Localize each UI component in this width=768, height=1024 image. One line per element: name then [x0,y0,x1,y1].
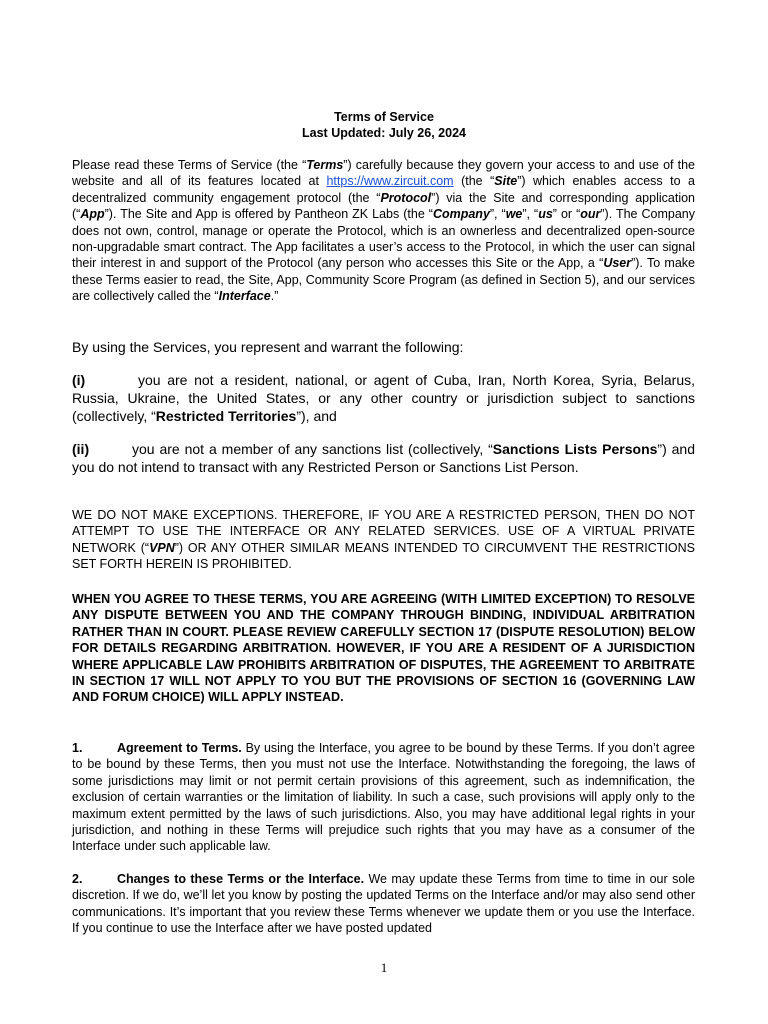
defined-term-terms: Terms [306,158,344,172]
page-number: 1 [380,960,388,975]
intro-paragraph [72,157,695,305]
intro-text: (the “ [453,174,495,189]
section-1-paragraph [72,740,695,855]
exceptions-text: ”) OR ANY OTHER SIMILAR MEANS INTENDED TO CIRCUMVENT THE RESTRICTIONS SET FORTH HEREIN IS PROHIBITED. [72,540,696,572]
section-1-heading: Agreement to Terms. [117,741,242,755]
defined-term-company: Company [432,207,490,222]
intro-text: ”) which enables access to a decentralized community engagement protocol (the “ [72,174,696,205]
defined-term-app: App [80,207,105,222]
item-i-number: (i) [72,372,86,388]
item-i-paragraph [72,371,695,425]
intro-text: ”). To make these Terms easier to read, the Site, App, Community Score Program (as defined in Section 5), and our services are collectively called the “ [72,256,695,304]
section-2-heading: Changes to these Terms or the Interface. [117,872,365,886]
last-updated: Last Updated: July 26, 2024 [302,126,466,140]
item-ii-paragraph [72,440,695,476]
defined-term-our: our [580,207,601,222]
exceptions-text: WE DO NOT MAKE EXCEPTIONS. THEREFORE, IF YOU ARE A RESTRICTED PERSON, THEN DO NOT ATTEMPT TO USE THE INTERFACE OR ANY RELATED SERVICES. USE OF A VIRTUAL PRIVATE NETWORK (“ [72,508,695,555]
intro-text: ”). The Company does not own, control, manage or operate the Protocol, which is an ownerless and decentralized open-source non-upgradable smart contract. The App facilitates a user’s access to the Protocol, in which the user can signal their interest in and support of the Protocol (any person who accesses this Site or the App, a “ [72,207,696,271]
defined-term-site: Site [494,174,518,189]
title-block [0,109,768,141]
site-url-link[interactable]: https://www.zircuit.com [326,174,454,189]
section-1-body: By using the Interface, you agree to be bound by these Terms. If you don’t agree to be bound by these Terms, then you must not use the Interface. Notwithstanding the foregoing, the laws of some jurisdictions may limit or not permit certain provisions of this agreement, such as indemnification, the exclusion of certain warranties or the limitation of liability. In such a case, such provisions will apply only to the maximum extent permitted by the laws of such jurisdictions. Also, you may have additional legal rights in your jurisdiction, and nothing in these Terms will prejudice such rights that you may have as a consumer of the Interface under such applicable law. [72,741,695,854]
intro-text: ”, “ [522,207,539,222]
intro-text: ”) via the Site and corresponding application (“ [72,190,695,222]
intro-text: ”). The Site and App is offered by Pantheon ZK Labs (the “ [104,207,433,222]
represent-paragraph: By using the Services, you represent and warrant the following: [72,339,464,355]
document-title: Terms of Service [334,110,434,124]
intro-text: .” [270,289,279,304]
item-ii-text: ”) and you do not intend to transact with any Restricted Person or Sanctions List Person. [72,441,696,475]
section-2-body: We may update these Terms from time to time in our sole discretion. If we do, we’ll let you know by posting the updated Terms on the Interface and/or may also send other communications. It’s important that you review these Terms whenever we update them or you use the Interface. If you continue to use the Interface after we have posted updated [72,872,695,936]
defined-term-us: us [538,207,553,222]
item-i-text: you are not a resident, national, or agent of Cuba, Iran, North Korea, Syria, Belarus, Russia, Ukraine, the United States, or any other country or jurisdiction subject to sanctions (collectively, “ [72,372,695,424]
defined-term-vpn: VPN [149,540,175,555]
intro-text: ”) carefully because they govern your access to and use of the website and all of its features located at [72,158,695,189]
defined-term-restricted-territories: Restricted Territories [155,408,297,424]
item-ii-text: you are not a member of any sanctions list (collectively, “ [132,441,493,457]
section-2-number: 2. [72,872,83,886]
exceptions-paragraph [72,507,695,573]
defined-term-we: we [505,207,523,222]
defined-term-user: User [603,256,632,271]
item-i-text: ”), and [296,408,337,424]
item-ii-number: (ii) [72,441,90,457]
defined-term-interface: Interface [218,289,271,304]
intro-text: ”, “ [489,207,506,222]
intro-text: Please read these Terms of Service (the “ [72,158,307,172]
defined-term-sanctions-lists-persons: Sanctions Lists Persons [492,441,658,457]
section-2-paragraph [72,871,695,937]
section-1-number: 1. [72,741,83,755]
arbitration-paragraph: WHEN YOU AGREE TO THESE TERMS, YOU ARE AGREEING (WITH LIMITED EXCEPTION) TO RESOLVE ANY DISPUTE BETWEEN YOU AND THE COMPANY THROUGH BINDING, INDIVIDUAL ARBITRATION RATHER THAN IN COURT. PLEASE REVIEW CAREFULLY SECTION 17 (DISPUTE RESOLUTION) BELOW FOR DETAILS REGARDING ARBITRATION. HOWEVER, IF YOU ARE A RESIDENT OF A JURISDICTION WHERE APPLICABLE LAW PROHIBITS ARBITRATION OF DISPUTES, THE AGREEMENT TO ARBITRATE IN SECTION 17 WILL NOT APPLY TO YOU BUT THE PROVISIONS OF SECTION 16 (GOVERNING LAW AND FORUM CHOICE) WILL APPLY INSTEAD. [72,592,695,705]
intro-text: ” or “ [552,207,581,222]
defined-term-protocol: Protocol [380,190,432,205]
